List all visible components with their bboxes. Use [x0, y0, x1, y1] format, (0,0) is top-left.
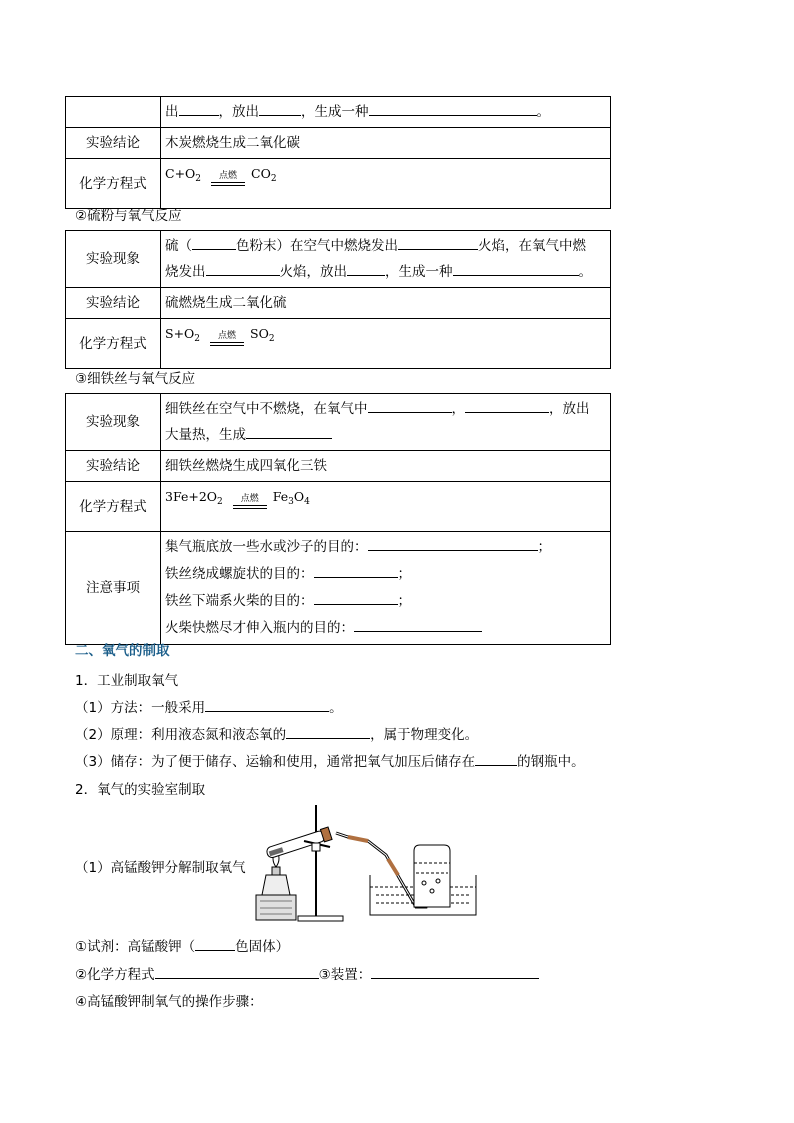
blank[interactable] [347, 260, 385, 276]
gas-bottle [414, 845, 450, 907]
blank[interactable] [206, 260, 280, 276]
sulfur-phenomenon-label: 实验现象 [66, 231, 161, 288]
blank[interactable] [354, 616, 482, 632]
carbon-equation-cell [161, 159, 611, 209]
lab-heading: 2．氧气的实验室制取 [75, 782, 206, 798]
iron-heading: ③细铁丝与氧气反应 [75, 371, 196, 387]
blank[interactable] [465, 397, 549, 413]
sulfur-conclusion-label: 实验结论 [66, 288, 161, 319]
note-item: 集气瓶底放一些水或沙子的目的： ； [165, 534, 606, 561]
sulfur-equation: $S+O_2$ 点燃 $SO_2$ [165, 326, 275, 344]
note-item: 铁丝下端系火柴的目的： ； [165, 588, 606, 615]
iron-phenomenon-label: 实验现象 [66, 394, 161, 451]
iron-equation-cell [161, 482, 611, 532]
iron-notes-label: 注意事项 [66, 532, 161, 645]
sulfur-equation-label: 化学方程式 [66, 319, 161, 369]
iron-notes [161, 532, 611, 645]
reagent-line: ①试剂：高锰酸钾（ 色固体） [75, 935, 289, 955]
blank[interactable] [259, 100, 301, 116]
carbon-equation-label: 化学方程式 [66, 159, 161, 209]
blank[interactable] [475, 750, 517, 766]
sulfur-conclusion: 硫燃烧生成二氧化硫 [161, 288, 611, 319]
carbon-phenomenon-cell: 出 ，放出 ，生成一种 。 [161, 97, 611, 128]
steps-heading: ④高锰酸钾制氧气的操作步骤： [75, 994, 263, 1010]
sulfur-heading: ②硫粉与氧气反应 [75, 208, 182, 224]
blank[interactable] [314, 589, 398, 605]
blank[interactable] [371, 963, 539, 979]
blank[interactable] [179, 100, 219, 116]
sulfur-table [65, 230, 611, 369]
iron-phenomenon: 细铁丝在空气中不燃烧，在氧气中 ， ，放出 大量热，生成 [161, 394, 611, 451]
kmno4-heading: （1）高锰酸钾分解制取氧气 [75, 860, 246, 876]
section-heading: 二、氧气的制取 [75, 643, 170, 659]
sulfur-phenomenon: 硫（ 色粉末）在空气中燃烧发出 火焰，在氧气中燃 烧发出 火焰，放出 ，生成一种 。 [161, 231, 611, 288]
industrial-heading: 1．工业制取氧气 [75, 673, 179, 689]
iron-conclusion: 细铁丝燃烧生成四氧化三铁 [161, 451, 611, 482]
blank[interactable] [246, 423, 332, 439]
blank[interactable] [205, 696, 329, 712]
blank[interactable] [368, 535, 538, 551]
stand-base [298, 916, 343, 921]
blank[interactable] [369, 100, 537, 116]
blank[interactable] [286, 723, 370, 739]
alcohol-lamp [262, 875, 290, 895]
blank[interactable] [195, 935, 235, 951]
ignite-condition: 点燃 [233, 494, 267, 509]
iron-table [65, 393, 611, 645]
blank[interactable] [155, 963, 319, 979]
carbon-phenomenon-label-cell [66, 97, 161, 128]
blank[interactable] [314, 562, 398, 578]
carbon-conclusion-label: 实验结论 [66, 128, 161, 159]
iron-equation: $3Fe+2O_2$ 点燃 $Fe_3O_4$ [165, 489, 310, 507]
carbon-table [65, 96, 611, 209]
blank[interactable] [453, 260, 579, 276]
equation-device-line: ②化学方程式 ③装置： [75, 963, 539, 983]
blank[interactable] [398, 234, 478, 250]
iron-equation-label: 化学方程式 [66, 482, 161, 532]
blank[interactable] [192, 234, 236, 250]
apparatus-diagram [248, 803, 478, 925]
industrial-method: （1）方法：一般采用 。 [75, 696, 343, 716]
carbon-conclusion: 木炭燃烧生成二氧化碳 [161, 128, 611, 159]
note-item: 火柴快燃尽才伸入瓶内的目的： [165, 615, 606, 642]
sulfur-equation-cell [161, 319, 611, 369]
carbon-equation: $C+O_2$ 点燃 $CO_2$ [165, 166, 277, 184]
industrial-storage: （3）储存：为了便于储存、运输和使用，通常把氧气加压后储存在 的钢瓶中。 [75, 750, 585, 770]
ignite-condition: 点燃 [210, 331, 244, 346]
note-item: 铁丝绕成螺旋状的目的： ； [165, 561, 606, 588]
blank[interactable] [368, 397, 452, 413]
ignite-condition: 点燃 [211, 171, 245, 186]
iron-conclusion-label: 实验结论 [66, 451, 161, 482]
industrial-principle: （2）原理：利用液态氮和液态氧的 ，属于物理变化。 [75, 723, 478, 743]
